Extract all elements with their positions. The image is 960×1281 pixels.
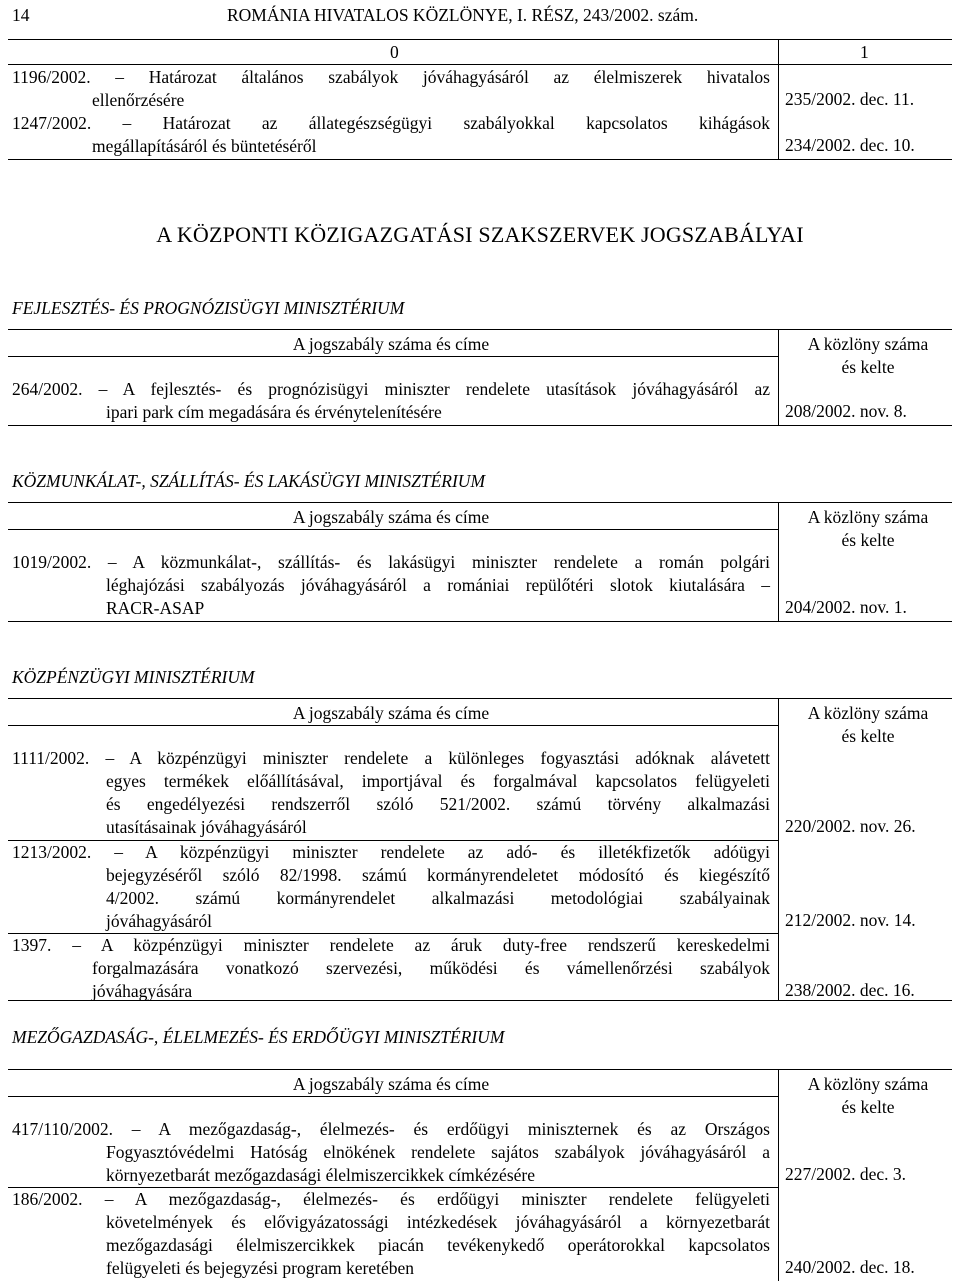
entry-line: 1196/2002. – Határozat általános szabályok jóváhagyásáról az élelmiszerek hivatalos — [12, 67, 770, 87]
table-rule — [8, 64, 952, 65]
table-row — [12, 934, 770, 1003]
entry-line: ipari park cím megadására és érvénytelenítésére — [106, 402, 442, 422]
section-heading: KÖZMUNKÁLAT-, SZÁLLÍTÁS- ÉS LAKÁSÜGYI MINISZTÉRIUM — [12, 471, 486, 491]
gazette-reference: 208/2002. nov. 8. — [785, 401, 907, 421]
table-rule — [8, 621, 952, 622]
table-rule — [8, 725, 778, 726]
header-line: és kelte — [841, 1097, 895, 1117]
table-rule — [8, 329, 952, 330]
table-row — [12, 747, 770, 839]
gazette-reference: 234/2002. dec. 10. — [785, 135, 915, 155]
entry-line: utasításainak jóváhagyásáról — [106, 817, 307, 837]
table-rule — [8, 425, 952, 426]
main-title: A KÖZPONTI KÖZIGAZGATÁSI SZAKSZERVEK JOGSZABÁLYAI — [156, 222, 804, 247]
column-index-1: 1 — [860, 42, 869, 62]
header-line: és kelte — [841, 357, 895, 377]
column-header-gazette — [778, 333, 958, 379]
column-divider — [778, 39, 779, 159]
header-line: és kelte — [841, 530, 895, 550]
entry-line: 1019/2002. – A közmunkálat-, szállítás- és lakásügyi miniszter rendelete a román polgári — [12, 552, 770, 572]
entry-line: követelmények és elővigyázatossági intézkedések jóváhagyásáról a környezetbarát — [106, 1212, 770, 1232]
entry-line: jóváhagyásáról — [106, 911, 212, 931]
gazette-reference: 238/2002. dec. 16. — [785, 980, 915, 1000]
table-row — [12, 1118, 770, 1187]
entry-line: forgalmazására vonatkozó szervezési, működési és vámellenőrzési szabályok — [92, 958, 770, 978]
table-rule — [8, 159, 952, 160]
table-rule — [8, 529, 778, 530]
section-heading: KÖZPÉNZÜGYI MINISZTÉRIUM — [12, 667, 255, 687]
table-row — [12, 551, 770, 620]
table-rule — [8, 1096, 778, 1097]
entry-line: 1247/2002. – Határozat az állategészségügyi szabályokkal kapcsolatos kihágások — [12, 113, 770, 133]
entry-line: 1213/2002. – A közpénzügyi miniszter rendelete az adó- és illetékfizetők adóügyi — [12, 842, 770, 862]
entry-line: 4/2002. számú kormányrendelet alkalmazási metodológiai szabályainak — [106, 888, 770, 908]
column-index-0: 0 — [390, 42, 399, 62]
section-heading: FEJLESZTÉS- ÉS PROGNÓZISÜGYI MINISZTÉRIUM — [12, 298, 405, 318]
gazette-reference: 204/2002. nov. 1. — [785, 597, 907, 617]
entry-line: környezetbarát mezőgazdasági élelmiszercikkek címkézésére — [106, 1165, 535, 1185]
header-line: A közlöny száma — [807, 703, 929, 723]
column-header-gazette — [778, 506, 958, 552]
section-heading: MEZŐGAZDASÁG-, ÉLELMEZÉS- ÉS ERDŐÜGYI MINISZTÉRIUM — [12, 1027, 505, 1047]
gazette-reference: 212/2002. nov. 14. — [785, 910, 916, 930]
gazette-reference: 220/2002. nov. 26. — [785, 816, 916, 836]
column-header-title: A jogszabály száma és címe — [292, 703, 490, 723]
entry-line: megállapításáról és büntetéséről — [92, 136, 317, 156]
entry-line: bejegyzéséről szóló 82/1998. számú kormányrendeletet módosító és kiegészítő — [106, 865, 770, 885]
gazette-reference: 235/2002. dec. 11. — [785, 89, 915, 109]
entry-line: 1397. – A közpénzügyi miniszter rendelete az áruk duty-free rendszerű kereskedelmi — [12, 935, 770, 955]
column-header-title: A jogszabály száma és címe — [292, 507, 490, 527]
column-header-title: A jogszabály száma és címe — [292, 334, 490, 354]
table-row — [12, 1188, 770, 1280]
column-header-title: A jogszabály száma és címe — [292, 1074, 490, 1094]
entry-line: 1111/2002. – A közpénzügyi miniszter rendelete a különleges fogyasztási adóknak alávetett — [12, 748, 770, 768]
table-row — [12, 112, 770, 158]
table-rule — [8, 1069, 952, 1070]
entry-line: felügyeleti és bejegyzési program keretében — [106, 1258, 415, 1278]
column-header-gazette — [778, 702, 958, 748]
header-line: A közlöny száma — [807, 1074, 929, 1094]
gazette-reference: 240/2002. dec. 18. — [785, 1257, 915, 1277]
entry-line: mezőgazdasági élelmiszercikkek piacán tevékenykedő operátorokkal kapcsolatos — [106, 1235, 770, 1255]
entry-line: jóváhagyására — [92, 981, 193, 1001]
header-line: A közlöny száma — [807, 507, 929, 527]
header-line: és kelte — [841, 726, 895, 746]
table-rule — [8, 356, 778, 357]
table-rule — [8, 39, 952, 40]
table-rule — [8, 502, 952, 503]
entry-line: egyes termékek előállításával, importjával és forgalmával kapcsolatos felügyeleti — [106, 771, 770, 791]
column-header-gazette — [778, 1073, 958, 1119]
entry-line: RACR-ASAP — [106, 598, 205, 618]
entry-line: Fogyasztóvédelmi Hatóság elnökének rendelete sajátos szabályok jóváhagyásáról a — [106, 1142, 770, 1162]
entry-line: léghajózási szabályozás jóváhagyásáról a romániai repülőtéri slotok kiutalására – — [106, 575, 770, 595]
entry-line: 264/2002. – A fejlesztés- és prognózisügyi miniszter rendelete utasítások jóváhagyásáról az — [12, 379, 770, 399]
header-line: A közlöny száma — [807, 334, 929, 354]
entry-line: 417/110/2002. – A mezőgazdaság-, élelmezés- és erdőügyi miniszternek és az Országos — [12, 1119, 770, 1139]
entry-line: és engedélyezési rendszerről szóló 521/2002. számú törvény alkalmazási — [106, 794, 770, 814]
entry-line: 186/2002. – A mezőgazdaság-, élelmezés- és erdőügyi miniszter rendelete felügyeleti — [12, 1189, 770, 1209]
entry-line: ellenőrzésére — [92, 90, 185, 110]
page-number: 14 — [12, 5, 30, 25]
table-row — [12, 841, 770, 933]
table-row — [12, 66, 770, 112]
table-rule — [8, 1000, 952, 1001]
gazette-reference: 227/2002. dec. 3. — [785, 1164, 907, 1184]
running-title: ROMÁNIA HIVATALOS KÖZLÖNYE, I. RÉSZ, 243/2002. szám. — [227, 5, 699, 25]
table-rule — [8, 698, 952, 699]
table-row — [12, 378, 770, 424]
